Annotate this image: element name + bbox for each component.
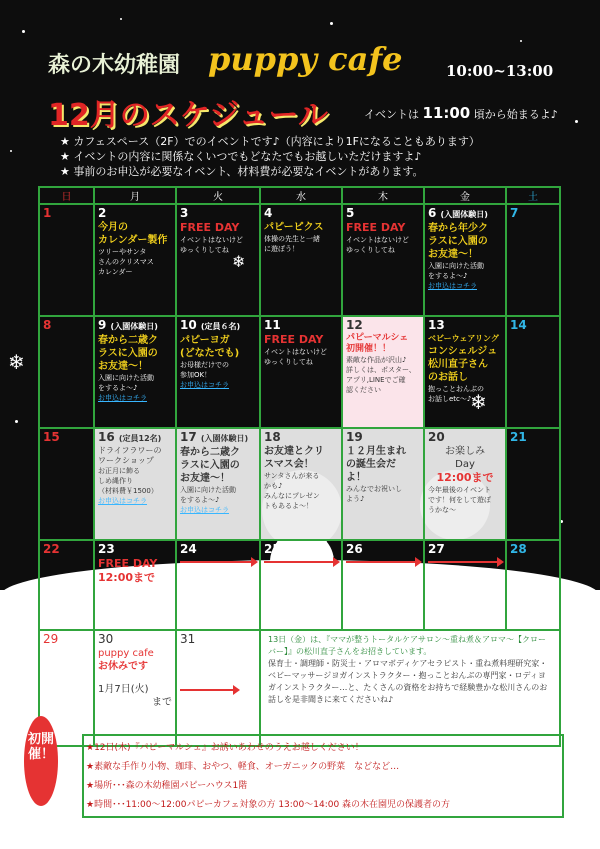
calendar-grid: [38, 186, 561, 747]
arrow-right-icon: [428, 561, 502, 563]
apply-link[interactable]: お申込はコチラ: [98, 394, 147, 402]
notes-list: [60, 134, 480, 179]
calendar-day: 10 (定員６名) パピーヨガ (どなたでも) お母様だけでの 参加OK！ お申込はコチラ: [176, 316, 260, 428]
calendar-day: 20 お楽しみ Day 12:00まで 今年最後のイベント です！何をして遊ぼ うかな～: [424, 428, 506, 540]
calendar-day: 1: [39, 204, 94, 316]
calendar-day: 31: [176, 630, 260, 746]
calendar-day: 14: [506, 316, 560, 428]
calendar-day: 6 (入園体験日) 春から年少ク ラスに入園の お友達～！ 入園に向けた活動 をするよ～♪ お申込はコチラ: [424, 204, 506, 316]
calendar-day: 26: [342, 540, 424, 630]
opening-hours: 10:00~13:00: [446, 62, 554, 80]
calendar-day: 3 FREE DAY イベントはないけど ゆっくりしてね: [176, 204, 260, 316]
calendar-day: 13 ベビーウェアリング コンシェルジュ 松川直子さん のお話し 抱っことおんぶの お話しetc～♪: [424, 316, 506, 428]
marche-line: ★12日(木)『パピーマルシェ』お誘いあわせのうえお越しください！: [86, 743, 364, 753]
calendar-day: 12 パピーマルシェ 初開催！！ 素敵な作品が沢山♪ 詳しくは、ポスター、 アプリ,LINEでご確 認ください: [342, 316, 424, 428]
arrow-right-icon: [180, 561, 256, 563]
apply-link[interactable]: お申込はコチラ: [180, 381, 229, 389]
calendar-day: 4 パピーピクス 体操の先生と一緒 に遊ぼう！: [260, 204, 342, 316]
snowflake-icon: ❄: [470, 390, 487, 414]
marche-line: ★場所･･･森の木幼稚園パピーハウス1階: [86, 781, 248, 791]
marche-line: ★素敵な手作り小物、珈琲、おやつ、軽食、オーガニックの野菜 などなど…: [86, 762, 400, 772]
apply-link[interactable]: お申込はコチラ: [180, 506, 229, 514]
calendar-day: 21: [506, 428, 560, 540]
calendar-day: 8: [39, 316, 94, 428]
guest-info-text: 13日（金）は、『ママが整うトータルケアサロン～重ね煮＆アロマ～【クローバー】』の松川直子さんをお招きしています。 保育士・調理師・防災士・アロマボディケアセラピスト・重ね煮料理研究家・ベビーマッサージヨガインストラクター・抱っことおんぶの専門家・ロディヨガインストラクター…と、たくさんの資格をお持ちで経験豊かな松川さんのお話しを是非聞きに来てくださいね♪: [268, 635, 548, 704]
calendar-week: [39, 428, 560, 540]
snowflake-icon: ❄: [8, 350, 25, 374]
calendar-week: [39, 204, 560, 316]
calendar-day: 19 １２月生まれ の誕生会だ よ！ みんなでお祝いし よう♪: [342, 428, 424, 540]
note-item: ★ イベントの内容に関係なくいつでもどなたでもお越しいただけますよ♪: [60, 150, 422, 163]
note-item: ★ カフェスペース（2F）でのイベントです♪（内容により1Fになることもあります）: [60, 135, 480, 148]
weekday-fri: 金: [424, 187, 506, 204]
cafe-name: puppy cafe: [208, 40, 403, 78]
arrow-right-icon: [180, 689, 238, 691]
calendar-day: 9 (入園体験日) 春から二歳ク ラスに入園の お友達～！ 入園に向けた活動 をするよ～♪ お申込はコチラ: [94, 316, 176, 428]
calendar-day: 11 FREE DAY イベントはないけど ゆっくりしてね: [260, 316, 342, 428]
weekday-sat: 土: [506, 187, 560, 204]
calendar-day: 30 puppy cafe お休みです 1月7日(火) まで: [94, 630, 176, 746]
page-title: 12月のスケジュール: [48, 98, 328, 133]
guest-info-box: [260, 630, 560, 746]
weekday-mon: 月: [94, 187, 176, 204]
note-item: ★ 事前のお申込が必要なイベント、材料費が必要なイベントがあります。: [60, 165, 424, 178]
calendar-week: [39, 630, 560, 746]
calendar-day: 29: [39, 630, 94, 746]
first-time-badge: 初開催！: [24, 716, 58, 806]
kindergarten-name: 森の木幼稚園: [48, 52, 181, 78]
weekday-sun: 日: [39, 187, 94, 204]
calendar-day: 27: [424, 540, 506, 630]
weekday-wed: 水: [260, 187, 342, 204]
calendar-day: 5 FREE DAY イベントはないけど ゆっくりしてね: [342, 204, 424, 316]
calendar-day: 28: [506, 540, 560, 630]
calendar-day: 16 (定員12名) ドライフラワーの ワークショップ お正月に飾る しめ縄作り （材料費￥1500） お申込はコチラ: [94, 428, 176, 540]
calendar-day: 17 (入園体験日) 春から二歳ク ラスに入園の お友達～！ 入園に向けた活動 をするよ～♪ お申込はコチラ: [176, 428, 260, 540]
calendar-day: 22: [39, 540, 94, 630]
weekday-thu: 木: [342, 187, 424, 204]
calendar-day: 23 FREE DAY 12:00まで イベントはないけど ゆっくりしてね: [94, 540, 176, 630]
arrow-right-icon: [264, 561, 338, 563]
calendar-day: 18 お友達とクリ スマス会！ サンタさんが来る かも♪ みんなにプレゼン トもあるよ～！: [260, 428, 342, 540]
weekday-tue: 火: [176, 187, 260, 204]
apply-link[interactable]: お申込はコチラ: [98, 497, 147, 505]
arrow-right-icon: [346, 561, 420, 563]
calendar-day: 2 今月の カレンダー製作 ツリーやサンタ さんのクリスマス カレンダー: [94, 204, 176, 316]
calendar-day: 25: [260, 540, 342, 630]
calendar-day: 24: [176, 540, 260, 630]
marche-line: ★時間･･･11:00～12:00パピーカフェ対象の方 13:00～14:00 森の木在園児の保護者の方: [86, 800, 451, 810]
event-time-note: イベントは 11:00 頃から始まるよ♪: [364, 104, 558, 122]
weekday-header-row: [39, 187, 560, 204]
apply-link[interactable]: お申込はコチラ: [428, 282, 477, 290]
calendar-week: [39, 316, 560, 428]
calendar-day: 7: [506, 204, 560, 316]
calendar-day: 15: [39, 428, 94, 540]
calendar-week: [39, 540, 560, 630]
snowflake-icon: ❄: [232, 252, 246, 271]
